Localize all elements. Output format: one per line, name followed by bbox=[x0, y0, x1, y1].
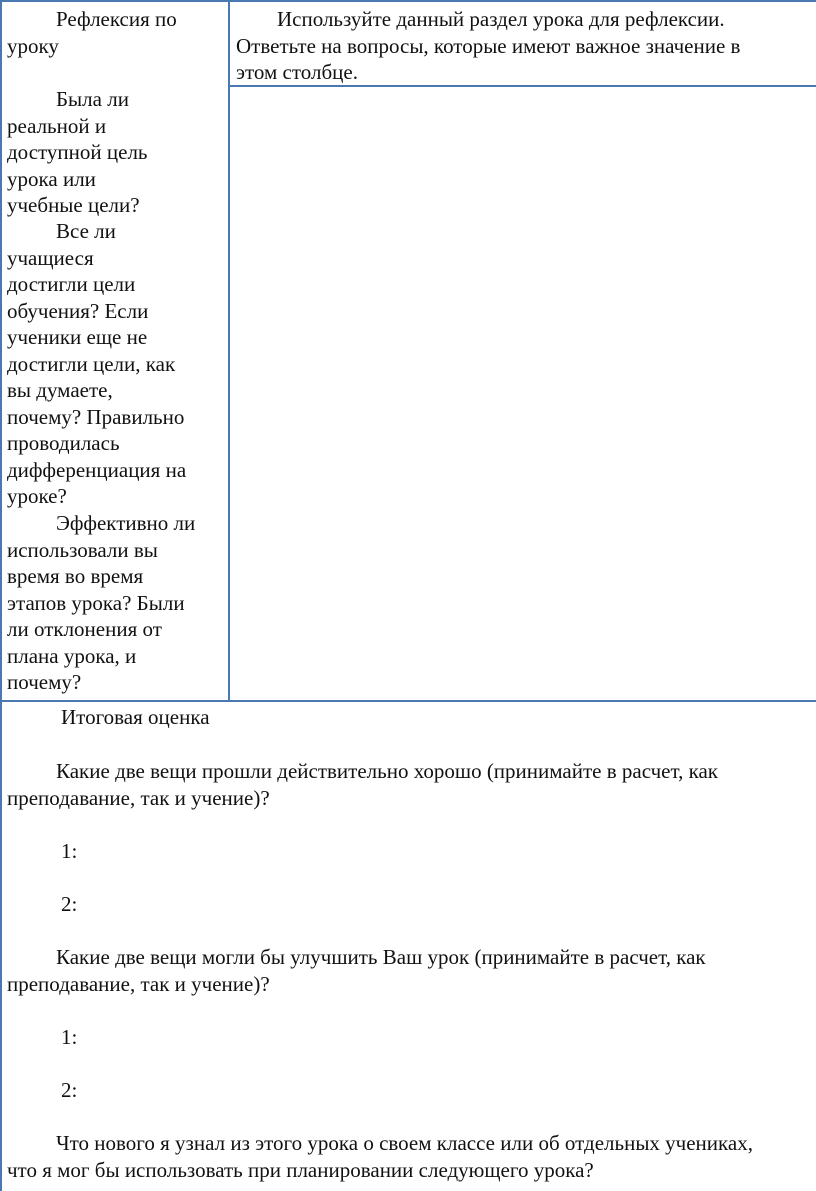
reflection-label-line: Рефлексия по bbox=[56, 7, 177, 31]
question-line: обучения? Если bbox=[7, 298, 149, 323]
question-line: дифференциация на bbox=[7, 457, 187, 482]
question-line: использовали вы bbox=[7, 537, 158, 562]
question-line: проводилась bbox=[7, 431, 120, 455]
question-line: ли отклонения от bbox=[7, 617, 162, 641]
went-well-line: Какие две вещи прошли действительно хорошо (принимайте в расчет, как bbox=[56, 759, 718, 783]
question-line: Эффективно ли bbox=[56, 511, 196, 535]
improve-question bbox=[7, 944, 706, 997]
improve-item-1: 1: bbox=[61, 1025, 78, 1049]
went-well-question bbox=[7, 758, 718, 811]
reflection-answer-cell[interactable] bbox=[230, 87, 816, 700]
improve-line: преподавание, так и учение)? bbox=[7, 971, 270, 996]
question-line: достигли цели, как bbox=[7, 351, 176, 376]
reflection-question-achievement bbox=[7, 218, 186, 510]
table-border-left bbox=[0, 0, 2, 1191]
question-line: Была ли bbox=[56, 87, 129, 111]
reflection-question-time bbox=[7, 510, 195, 696]
went-well-item-2: 2: bbox=[61, 892, 78, 916]
question-line: реальной и bbox=[7, 113, 107, 138]
question-line: достигли цели bbox=[7, 272, 136, 296]
instruction-line: Используйте данный раздел урока для рефлексии. bbox=[277, 7, 725, 31]
summary-title: Итоговая оценка bbox=[61, 705, 210, 729]
question-line: время во время bbox=[7, 564, 144, 588]
instruction-line: Ответьте на вопросы, которые имеют важное значение в bbox=[236, 33, 741, 58]
reflection-label bbox=[7, 6, 177, 59]
question-line: плана урока, и bbox=[7, 643, 137, 668]
went-well-item-1: 1: bbox=[61, 839, 78, 863]
instruction-line: этом столбце. bbox=[236, 60, 358, 84]
question-line: уроке? bbox=[7, 484, 67, 508]
learned-line: что я мог бы использовать при планировании следующего урока? bbox=[7, 1157, 594, 1182]
learned-question bbox=[7, 1130, 753, 1183]
table-border-top bbox=[0, 0, 816, 2]
reflection-question-goal bbox=[7, 86, 148, 219]
reflection-label-line: уроку bbox=[7, 33, 59, 58]
improve-item-2: 2: bbox=[61, 1078, 78, 1102]
reflection-instruction bbox=[236, 6, 740, 86]
question-line: почему? Правильно bbox=[7, 404, 185, 429]
question-line: урока или bbox=[7, 166, 96, 191]
question-line: учащиеся bbox=[7, 245, 94, 270]
question-line: этапов урока? Были bbox=[7, 590, 185, 615]
question-line: учебные цели? bbox=[7, 193, 140, 217]
went-well-line: преподавание, так и учение)? bbox=[7, 785, 270, 810]
question-line: вы думаете, bbox=[7, 378, 113, 402]
question-line: ученики еще не bbox=[7, 325, 148, 349]
learned-line: Что нового я узнал из этого урока о своем классе или об отдельных учениках, bbox=[56, 1131, 753, 1155]
question-line: почему? bbox=[7, 670, 82, 694]
question-line: Все ли bbox=[56, 219, 116, 243]
improve-line: Какие две вещи могли бы улучшить Ваш урок (принимайте в расчет, как bbox=[56, 945, 706, 969]
summary-row-divider bbox=[0, 700, 816, 702]
question-line: доступной цель bbox=[7, 140, 148, 164]
